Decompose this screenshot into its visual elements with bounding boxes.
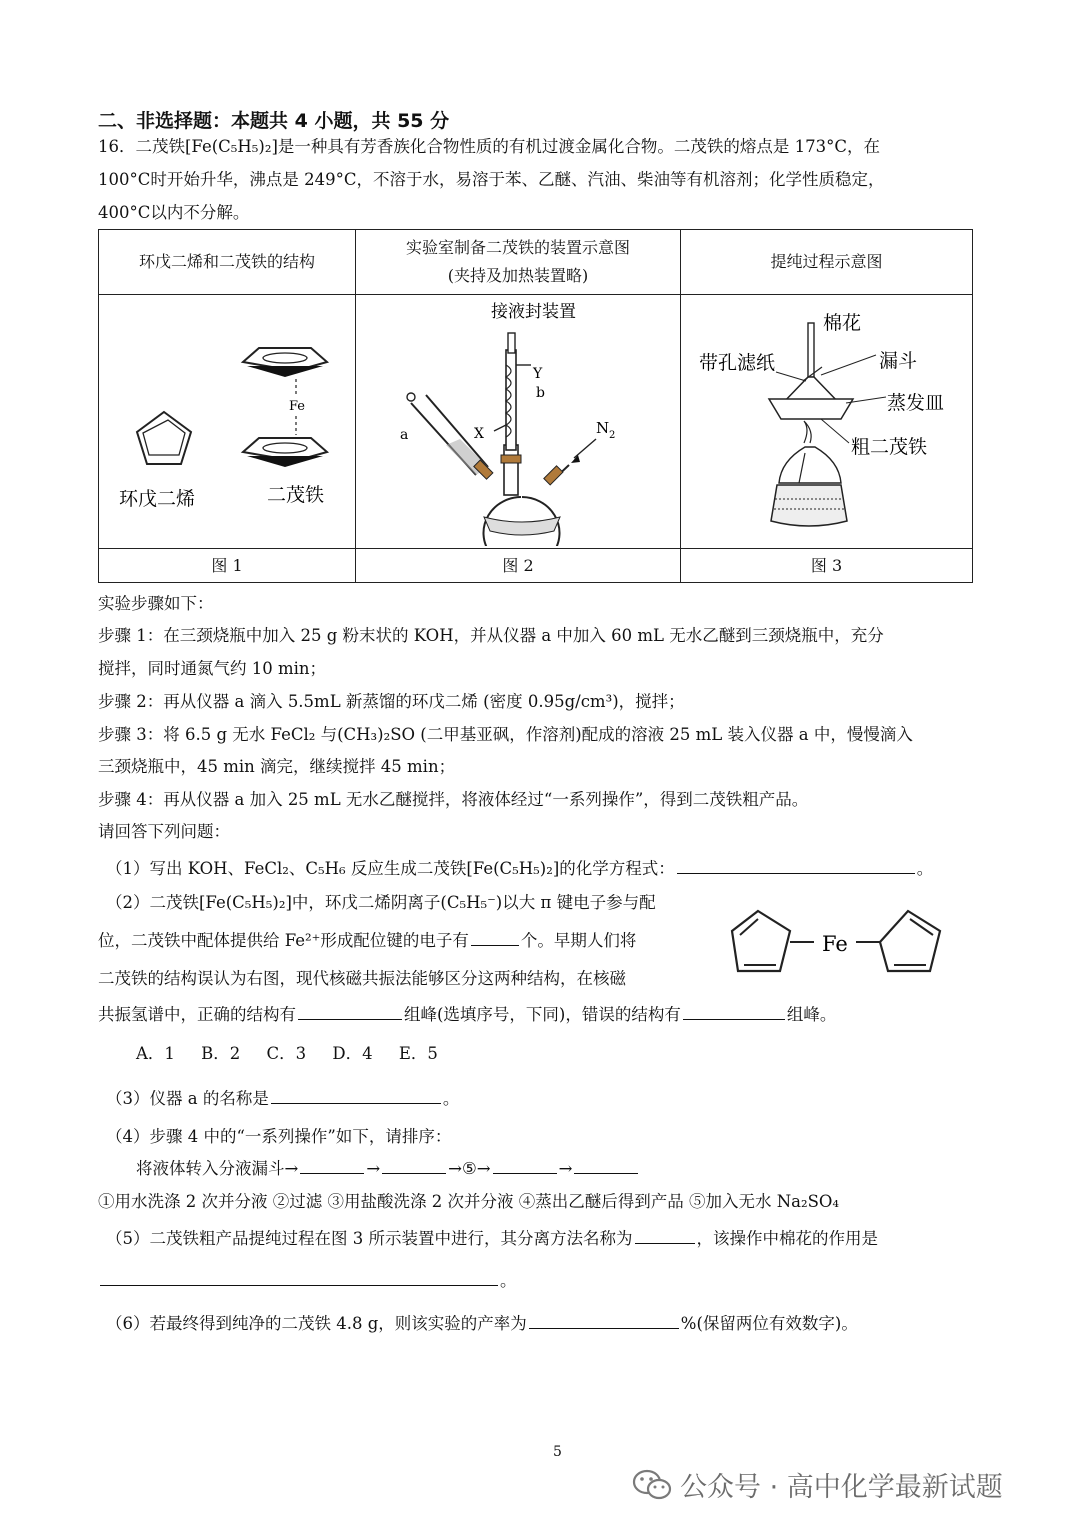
option-d[interactable]: D．4 (332, 1044, 373, 1063)
answer-blank-q6[interactable] (529, 1314, 679, 1329)
intro-line-2: 100°C时开始升华，沸点是 249°C，不溶于水，易溶于苯、乙醚、汽油、柴油等有机溶剂；化学性质稳定， (98, 170, 885, 189)
question-4-sequence: 将液体转入分液漏斗→ → →⑤→ → (136, 1158, 640, 1180)
steps-heading: 实验步骤如下： (98, 594, 214, 613)
question-5: （5）二茂铁粗产品提纯过程在图 3 所示装置中进行，其分离方法名称为 ，该操作中棉花的作用是 (106, 1229, 878, 1248)
watermark-text: 公众号 · 高中化学最新试题 (680, 1472, 1003, 1503)
label-fe: Fe (289, 399, 306, 414)
question-heading: 请回答下列问题： (98, 822, 230, 841)
answer-blank-q4-4[interactable] (574, 1159, 638, 1174)
option-e[interactable]: E．5 (398, 1044, 438, 1063)
wrong-structure-fe-label: Fe (822, 932, 848, 956)
label-b: b (536, 385, 545, 401)
label-dish: 蒸发皿 (887, 392, 945, 414)
question-2-line-4: 共振氢谱中，正确的结构有 组峰(选填序号，下同)，错误的结构有 组峰。 (98, 1005, 837, 1024)
step-2: 步骤 2：再从仪器 a 滴入 5.5mL 新蒸馏的环戊二烯 (密度 0.95g/cm³)，搅拌； (98, 692, 685, 711)
wechat-icon (632, 1468, 672, 1502)
fig3-sublimation (681, 295, 971, 546)
question-4: （4）步骤 4 中的“一系列操作”如下，请排序： (106, 1127, 452, 1146)
caption-fig1: 图 1 (99, 549, 356, 583)
question-2-line-3: 二茂铁的结构误认为右图，现代核磁共振法能够区分这两种结构，在核磁 (98, 969, 626, 988)
label-cyclopentadiene: 环戊二烯 (119, 488, 196, 510)
question-4-choices: ①用水洗涤 2 次并分液 ②过滤 ③用盐酸洗涤 2 次并分液 ④蒸出乙醚后得到产品 ⑤加入无水 Na₂SO₄ (98, 1192, 840, 1211)
fig1-cell (99, 295, 356, 549)
question-6: （6）若最终得到纯净的二茂铁 4.8 g，则该实验的产率为 %(保留两位有效数字)。 (106, 1314, 858, 1333)
header-fig1: 环戊二烯和二茂铁的结构 (99, 230, 356, 295)
fig2-cell (356, 295, 681, 549)
step-3b: 三颈烧瓶中，45 min 滴完，继续搅拌 45 min； (98, 757, 456, 776)
answer-blank-q4-1[interactable] (300, 1159, 364, 1174)
caption-fig3: 图 3 (681, 549, 973, 583)
answer-blank-q4-3[interactable] (493, 1159, 557, 1174)
answer-blank-q2-electrons[interactable] (471, 931, 519, 946)
wrong-structure-figure (728, 905, 948, 987)
label-funnel: 漏斗 (879, 350, 918, 372)
label-ferrocene: 二茂铁 (267, 484, 325, 506)
watermark (632, 1465, 1003, 1504)
option-c[interactable]: C．3 (266, 1044, 307, 1063)
header-fig3: 提纯过程示意图 (681, 230, 973, 295)
intro-line-1: 16．二茂铁[Fe(C₅H₅)₂]是一种具有芳香族化合物性质的有机过渡金属化合物。二茂铁的熔点是 173°C，在 (98, 137, 881, 156)
step-1a: 步骤 1：在三颈烧瓶中加入 25 g 粉末状的 KOH，并从仪器 a 中加入 60 mL 无水乙醚到三颈烧瓶中，充分 (98, 626, 884, 645)
label-a: a (400, 427, 409, 443)
answer-blank-q4-2[interactable] (382, 1159, 446, 1174)
label-x: X (474, 426, 484, 442)
question-1: （1）写出 KOH、FeCl₂、C₅H₆ 反应生成二茂铁[Fe(C₅H₅)₂]的化学方程式： 。 (106, 859, 934, 878)
section-title: 二、非选择题：本题共 4 小题，共 55 分 (98, 110, 450, 132)
fig2-apparatus (356, 295, 679, 546)
label-cotton: 棉花 (823, 312, 862, 334)
answer-blank-q5-cotton[interactable] (100, 1271, 498, 1286)
label-seal: 接液封装置 (491, 302, 576, 322)
answer-blank-q5-method[interactable] (635, 1229, 695, 1244)
figure-table (98, 229, 973, 583)
intro-line-3: 400°C以内不分解。 (98, 203, 250, 222)
question-5-line-2: 。 (98, 1270, 517, 1292)
answer-blank-q2-wrong[interactable] (683, 1005, 785, 1020)
option-b[interactable]: B．2 (201, 1044, 241, 1063)
question-2-line-2: 位，二茂铁中配体提供给 Fe²⁺形成配位键的电子有 个。早期人们将 (98, 931, 637, 950)
page-number: 5 (553, 1444, 562, 1460)
question-3: （3）仪器 a 的名称是 。 (106, 1089, 460, 1108)
question-2-options (136, 1043, 438, 1065)
header-fig2: 实验室制备二茂铁的装置示意图 (夹持及加热装置略) (356, 230, 681, 295)
answer-blank-q3[interactable] (271, 1089, 441, 1104)
label-filter-paper: 带孔滤纸 (699, 352, 776, 374)
fig1-structures (99, 295, 354, 546)
label-n2: N (596, 419, 610, 437)
fig3-cell (681, 295, 973, 549)
answer-blank-q1[interactable] (677, 859, 915, 874)
label-crude: 粗二茂铁 (851, 436, 928, 458)
label-y: Y (533, 366, 543, 382)
option-a[interactable]: A．1 (136, 1044, 175, 1063)
step-1b: 搅拌，同时通氮气约 10 min； (98, 659, 327, 678)
caption-fig2: 图 2 (356, 549, 681, 583)
question-2-line-1: （2）二茂铁[Fe(C₅H₅)₂]中，环戊二烯阴离子(C₅H₅⁻)以大 π 键电子参与配 (106, 893, 656, 912)
step-4: 步骤 4：再从仪器 a 加入 25 mL 无水乙醚搅拌，将液体经过“一系列操作”，得到二茂铁粗产品。 (98, 790, 809, 809)
answer-blank-q2-correct[interactable] (298, 1005, 402, 1020)
step-3a: 步骤 3：将 6.5 g 无水 FeCl₂ 与(CH₃)₂SO (二甲基亚砜，作溶剂)配成的溶液 25 mL 装入仪器 a 中，慢慢滴入 (98, 725, 913, 744)
label-n2-subscript: 2 (609, 430, 616, 441)
